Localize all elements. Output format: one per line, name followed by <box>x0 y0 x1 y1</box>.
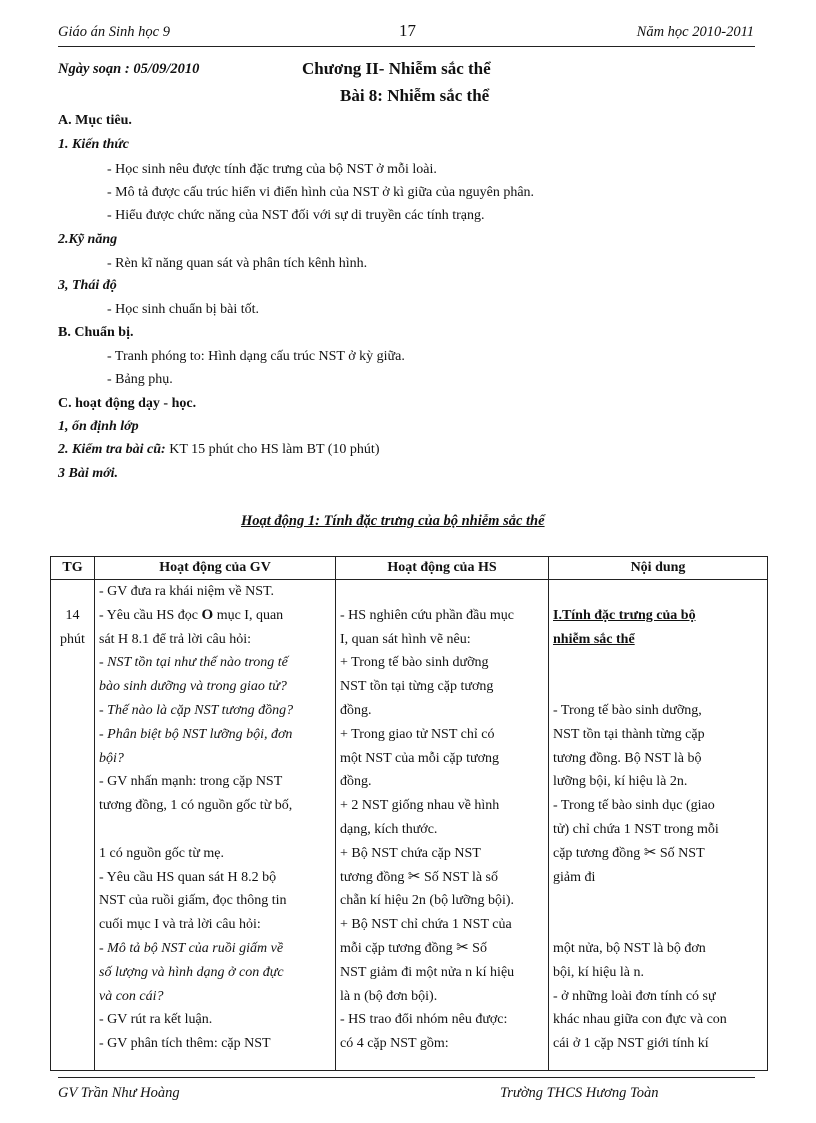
header-tg: TG <box>51 557 95 580</box>
hs-cell <box>336 580 549 1071</box>
content-line: khác nhau giữa con đực và con <box>553 1012 727 1028</box>
content-line: lưỡng bội, kí hiệu là 2n. <box>553 774 688 790</box>
header-subject: Giáo án Sinh học 9 <box>58 24 170 40</box>
gv-line: - Mô tả bộ NST của ruồi giấm về <box>99 940 284 956</box>
content-line: một nửa, bộ NST là bộ đơn <box>553 940 706 956</box>
content-line: cái ở 1 cặp NST giới tính kí <box>553 1036 709 1052</box>
hs-line <box>340 937 544 961</box>
attitude-item: - Học sinh chuẩn bị bài tốt. <box>107 302 260 317</box>
prep-date: Ngày soạn : 05/09/2010 <box>58 61 200 77</box>
hs-line: + Trong giao tử NST chỉ có <box>340 726 495 742</box>
gv-line: số lượng và hình dạng ở con đực <box>99 964 284 980</box>
gv-cell <box>95 580 336 1071</box>
hs-line: + 2 NST giống nhau về hình <box>340 798 500 814</box>
preparation-item: - Bảng phụ. <box>107 372 173 387</box>
table-row <box>51 580 768 1071</box>
gv-line: - GV phân tích thêm: cặp NST <box>99 1036 271 1052</box>
gv-line: 1 có nguồn gốc từ mẹ. <box>99 845 225 861</box>
content-line: bội, kí hiệu là n. <box>553 964 644 980</box>
content-line: tương đồng. Bộ NST là bộ <box>553 750 702 766</box>
hs-line-part: mỗi cặp tương đồng <box>340 940 453 956</box>
section-a-heading: A. Mục tiêu. <box>58 113 132 128</box>
content-heading: I.Tính đặc trưng của bộ <box>553 607 696 623</box>
activity-title: Hoạt động 1: Tính đặc trưng của bộ nhiễm sắc thể <box>241 513 545 529</box>
content-line: tử) chỉ chứa 1 NST trong mỗi <box>553 821 719 837</box>
content-line-part: cặp tương đồng <box>553 845 641 861</box>
circle-symbol: O <box>201 606 214 623</box>
gv-line: và con cái? <box>99 988 164 1004</box>
content-cell <box>549 580 768 1071</box>
gv-line-part: mục I, quan <box>213 607 284 623</box>
hs-line: một NST của mỗi cặp tương <box>340 750 499 766</box>
section-attitude-heading: 3, Thái độ <box>58 278 117 293</box>
new-lesson-heading: 3 Bài mới. <box>58 466 119 481</box>
footer-rule <box>58 1077 755 1078</box>
gv-line: - Thế nào là cặp NST tương đồng? <box>99 702 294 718</box>
skills-item: - Rèn kĩ năng quan sát và phân tích kênh hình. <box>107 256 368 271</box>
tg-minutes: 14 <box>65 607 80 623</box>
gv-line: tương đồng, 1 có nguồn gốc từ bố, <box>99 798 293 814</box>
old-lesson-check-label: 2. Kiểm tra bài cũ: <box>58 442 166 457</box>
content-line: - Trong tế bào sinh dục (giao <box>553 798 715 814</box>
header-content: Nội dung <box>549 557 768 580</box>
knowledge-item: - Hiểu được chức năng của NST đối với sự di truyền các tính trạng. <box>107 208 485 223</box>
section-knowledge-heading: 1. Kiến thức <box>58 137 130 152</box>
header-gv: Hoạt động của GV <box>95 557 336 580</box>
hs-line: là n (bộ đơn bội). <box>340 988 438 1004</box>
hs-line: + Trong tế bào sinh dưỡng <box>340 655 489 671</box>
table-header-row <box>51 557 768 580</box>
content-line: giảm đi <box>553 869 596 885</box>
section-c-heading: C. hoạt động dạy - học. <box>58 396 197 411</box>
gv-line: NST của ruồi giấm, đọc thông tin <box>99 893 287 909</box>
gv-line: - GV rút ra kết luận. <box>99 1012 213 1028</box>
preparation-item: - Tranh phóng to: Hình dạng cấu trúc NST ở kỳ giữa. <box>107 349 405 364</box>
chapter-title: Chương II- Nhiễm sắc thể <box>302 59 491 78</box>
knowledge-item: - Học sinh nêu được tính đặc trưng của bộ NST ở mỗi loài. <box>107 162 437 177</box>
gv-line: bội? <box>99 750 124 766</box>
hs-line-part: Số <box>468 940 487 956</box>
gv-line: - Phân biệt bộ NST lưỡng bội, đơn <box>99 726 293 742</box>
content-line <box>553 842 763 866</box>
tg-unit: phút <box>60 631 85 647</box>
gv-line: - GV đưa ra khái niệm về NST. <box>99 584 275 599</box>
hs-line: đồng. <box>340 774 372 790</box>
gv-line: - GV nhấn mạnh: trong cặp NST <box>99 774 283 790</box>
gv-line <box>99 604 331 628</box>
scissors-icon: ✂ <box>456 939 469 956</box>
hs-line: NST giảm đi một nửa n kí hiệu <box>340 964 515 980</box>
header-hs: Hoạt động của HS <box>336 557 549 580</box>
content-line: - Trong tế bào sinh dưỡng, <box>553 702 702 718</box>
hs-line <box>340 866 544 890</box>
gv-line-part: - Yêu cầu HS đọc <box>99 607 199 623</box>
knowledge-item: - Mô tả được cấu trúc hiển vi điển hình của NST ở kì giữa của nguyên phân. <box>107 185 535 200</box>
content-line: NST tồn tại thành từng cặp <box>553 726 705 742</box>
gv-line: sát H 8.1 để trả lời câu hỏi: <box>99 631 252 647</box>
header-rule <box>58 46 755 47</box>
activity-table <box>50 556 768 1071</box>
footer-school: Trường THCS Hương Toàn <box>500 1085 659 1101</box>
content-heading: nhiễm sắc thể <box>553 631 635 647</box>
hs-line: NST tồn tại từng cặp tương <box>340 679 494 695</box>
footer-teacher: GV Trần Như Hoàng <box>58 1085 180 1101</box>
hs-line: + Bộ NST chỉ chứa 1 NST của <box>340 917 512 933</box>
hs-line: có 4 cặp NST gồm: <box>340 1036 449 1052</box>
tg-cell <box>51 580 95 1071</box>
content-line-part: Số NST <box>656 845 705 861</box>
hs-line-part: Số NST là số <box>420 869 499 885</box>
header-school-year: Năm học 2010-2011 <box>636 24 754 40</box>
hs-line: dạng, kích thước. <box>340 821 438 837</box>
page-number: 17 <box>399 21 416 40</box>
scissors-icon: ✂ <box>643 844 657 861</box>
scissors-icon: ✂ <box>407 868 421 885</box>
gv-line: - Yêu cầu HS quan sát H 8.2 bộ <box>99 869 277 885</box>
section-b-heading: B. Chuẩn bị. <box>58 325 134 340</box>
old-lesson-check-text: KT 15 phút cho HS làm BT (10 phút) <box>165 442 380 457</box>
gv-line: - NST tồn tại như thế nào trong tế <box>99 655 288 671</box>
hs-line-part: tương đồng <box>340 869 405 885</box>
gv-line: cuối mục I và trả lời câu hỏi: <box>99 917 261 933</box>
class-order-heading: 1, ổn định lớp <box>58 419 139 434</box>
old-lesson-check <box>58 443 380 457</box>
hs-line: đồng. <box>340 702 372 718</box>
content-line: - ở những loài đơn tính có sự <box>553 988 716 1004</box>
hs-line: - HS trao đổi nhóm nêu được: <box>340 1012 508 1028</box>
gv-line: bào sinh dưỡng và trong giao tử? <box>99 679 287 695</box>
hs-line: chẵn kí hiệu 2n (bộ lưỡng bội). <box>340 893 515 909</box>
section-skills-heading: 2.Kỹ năng <box>58 232 118 247</box>
hs-line: + Bộ NST chứa cặp NST <box>340 845 481 861</box>
lesson-title: Bài 8: Nhiễm sắc thể <box>340 86 490 105</box>
hs-line: I, quan sát hình vẽ nêu: <box>340 631 471 647</box>
hs-line: - HS nghiên cứu phần đầu mục <box>340 607 514 623</box>
